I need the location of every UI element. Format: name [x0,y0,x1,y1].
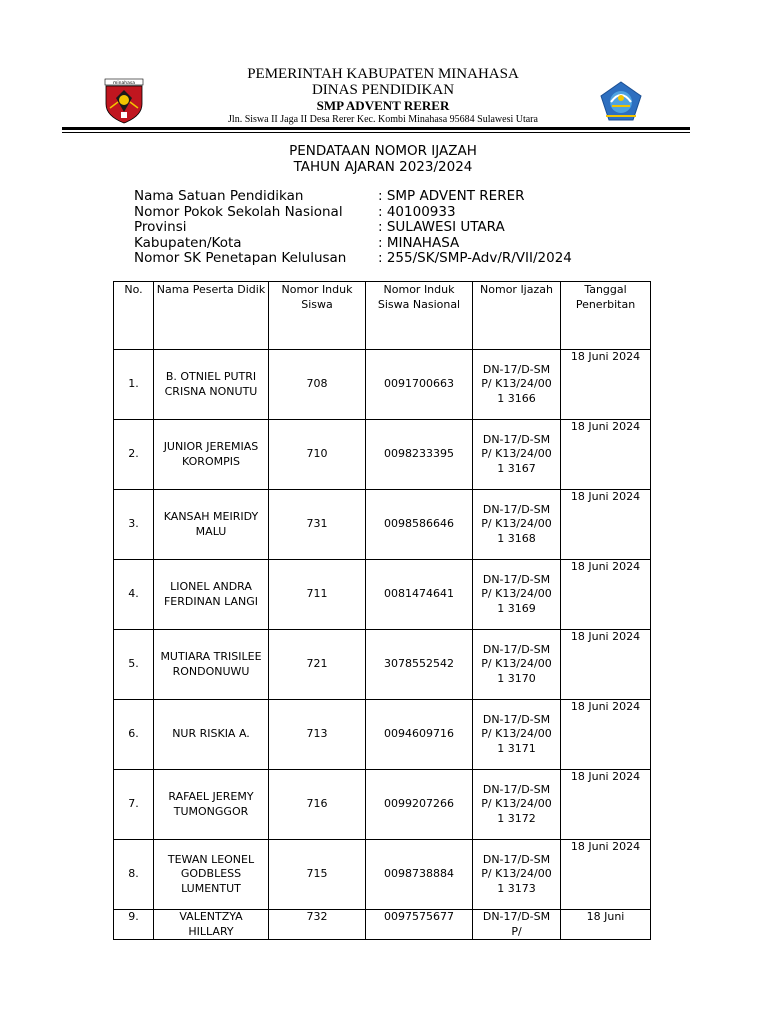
header-divider-thick [62,127,690,130]
header-address: Jln. Siswa II Jaga II Desa Rerer Kec. Kombi Minahasa 95684 Sulawesi Utara [228,114,538,125]
info-value: : SMP ADVENT RERER [378,188,525,204]
ijazah-number-text: DN-17/D-SMP/ K13/24/001 3170 [481,642,552,685]
table-header-row [114,282,651,350]
document-subtitle: TAHUN AJARAN 2023/2024 [293,159,473,175]
ijazah-number-text: DN-17/D-SMP/ K13/24/001 3166 [481,362,552,405]
cell-issue-date: 18 Juni 2024 [561,420,651,490]
header-ijazah-number: Nomor Ijazah [473,282,561,350]
cell-student-name: VALENTZYA HILLARY [154,910,269,940]
cell-nisn: 0097575677 [366,910,473,940]
cell-nisn: 0091700663 [366,350,473,420]
table-row [114,350,651,420]
info-row-npsn [134,205,572,221]
cell-student-name: RAFAEL JEREMY TUMONGGOR [154,770,269,840]
table-row [114,420,651,490]
cell-student-name: JUNIOR JEREMIAS KOROMPIS [154,420,269,490]
cell-ijazah-number [473,630,561,700]
header-school-name: SMP ADVENT RERER [316,98,450,113]
cell-ijazah-number [473,490,561,560]
info-row-graduation-decree [134,251,572,267]
cell-ijazah-number [473,350,561,420]
cell-ijazah-number [473,840,561,910]
cell-nis: 710 [269,420,366,490]
header-student-name: Nama Peserta Didik [154,282,269,350]
cell-ijazah-number [473,770,561,840]
minahasa-crest-icon [104,78,144,124]
cell-nisn: 0098738884 [366,840,473,910]
info-value: : MINAHASA [378,234,460,251]
cell-no: 4. [114,560,154,630]
cell-ijazah-number [473,700,561,770]
table-row [114,700,651,770]
cell-issue-date: 18 Juni 2024 [561,490,651,560]
info-label: Nama Satuan Pendidikan [134,188,304,204]
cell-nisn: 0094609716 [366,700,473,770]
cell-student-name: MUTIARA TRISILEE RONDONUWU [154,630,269,700]
cell-issue-date: 18 Juni 2024 [561,700,651,770]
school-info [134,189,572,267]
cell-no: 9. [114,910,154,940]
ijazah-table [113,281,651,940]
table-row [114,490,651,560]
header-issue-date: Tanggal Penerbitan [561,282,651,350]
info-value: : SULAWESI UTARA [378,219,505,235]
table-row [114,560,651,630]
info-value: : 40100933 [378,203,456,220]
cell-issue-date: 18 Juni 2024 [561,770,651,840]
ijazah-number-text: DN-17/D-SMP/ [482,910,551,938]
table-row [114,840,651,910]
cell-ijazah-number [473,560,561,630]
info-label: Kabupaten/Kota [134,234,242,251]
header-nis: Nomor Induk Siswa [269,282,366,350]
cell-no: 8. [114,840,154,910]
ijazah-number-text: DN-17/D-SMP/ K13/24/001 3172 [481,782,552,825]
table-row [114,770,651,840]
header-no: No. [114,282,154,350]
document-title: PENDATAAN NOMOR IJAZAH [289,143,477,159]
info-value: : 255/SK/SMP-Adv/R/VII/2024 [378,250,572,266]
header-department: DINAS PENDIDIKAN [311,82,455,98]
cell-student-name: LIONEL ANDRA FERDINAN LANGI [154,560,269,630]
cell-student-name: NUR RISKIA A. [154,700,269,770]
info-row-province [134,220,572,236]
cell-nisn: 0099207266 [366,770,473,840]
info-label: Nomor Pokok Sekolah Nasional [134,203,343,220]
cell-ijazah-number [473,420,561,490]
info-label: Nomor SK Penetapan Kelulusan [134,250,347,266]
crest-text: minahasa [113,81,135,86]
cell-nisn: 0081474641 [366,560,473,630]
cell-no: 3. [114,490,154,560]
info-label: Provinsi [134,219,187,235]
cell-nisn: 0098233395 [366,420,473,490]
cell-nis: 732 [269,910,366,940]
ijazah-number-text: DN-17/D-SMP/ K13/24/001 3173 [481,852,552,895]
cell-nis: 711 [269,560,366,630]
cell-no: 2. [114,420,154,490]
cell-nis: 708 [269,350,366,420]
cell-student-name: KANSAH MEIRIDY MALU [154,490,269,560]
table-row [114,630,651,700]
cell-ijazah-number [473,910,561,940]
cell-nisn: 3078552542 [366,630,473,700]
cell-issue-date: 18 Juni 2024 [561,840,651,910]
info-row-regency [134,236,572,252]
cell-no: 6. [114,700,154,770]
cell-nis: 721 [269,630,366,700]
header-nisn: Nomor Induk Siswa Nasional [366,282,473,350]
info-row-school-name [134,189,572,205]
cell-issue-date: 18 Juni 2024 [561,630,651,700]
cell-issue-date: 18 Juni 2024 [561,350,651,420]
cell-nis: 731 [269,490,366,560]
cell-no: 5. [114,630,154,700]
cell-nis: 713 [269,700,366,770]
ijazah-number-text: DN-17/D-SMP/ K13/24/001 3167 [481,432,552,475]
table-row [114,910,651,940]
cell-issue-date: 18 Juni [561,910,651,940]
header-government: PEMERINTAH KABUPATEN MINAHASA [247,66,519,82]
cell-student-name: TEWAN LEONEL GODBLESS LUMENTUT [154,840,269,910]
cell-no: 1. [114,350,154,420]
ijazah-number-text: DN-17/D-SMP/ K13/24/001 3171 [481,712,552,755]
cell-no: 7. [114,770,154,840]
cell-nisn: 0098586646 [366,490,473,560]
cell-student-name: B. OTNIEL PUTRI CRISNA NONUTU [154,350,269,420]
ijazah-number-text: DN-17/D-SMP/ K13/24/001 3169 [481,572,552,615]
cell-nis: 716 [269,770,366,840]
header-divider-thin [62,132,690,133]
ijazah-number-text: DN-17/D-SMP/ K13/24/001 3168 [481,502,552,545]
cell-issue-date: 18 Juni 2024 [561,560,651,630]
cell-nis: 715 [269,840,366,910]
